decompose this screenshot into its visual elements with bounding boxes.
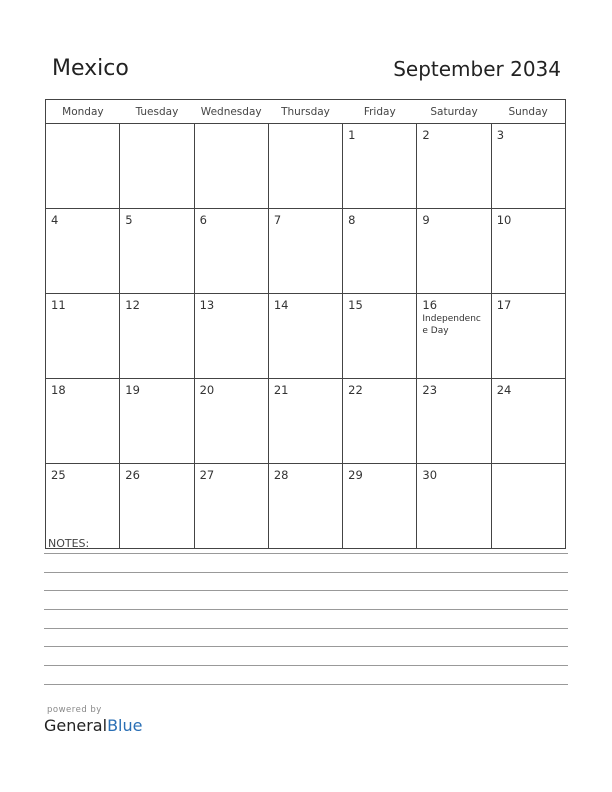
day-cell	[268, 379, 342, 464]
weekday-thursday: Thursday	[268, 100, 342, 124]
day-number: 15	[348, 298, 363, 312]
day-cell	[343, 294, 417, 379]
notes-line	[44, 646, 568, 647]
day-cell	[491, 209, 565, 294]
day-cell	[491, 379, 565, 464]
day-cell	[46, 124, 120, 209]
day-cell	[343, 124, 417, 209]
day-cell	[194, 294, 268, 379]
day-cell	[268, 209, 342, 294]
day-cell	[417, 294, 491, 379]
weekday-saturday: Saturday	[417, 100, 491, 124]
weekday-tuesday: Tuesday	[120, 100, 194, 124]
notes-line	[44, 609, 568, 610]
notes-line	[44, 665, 568, 666]
day-cell	[120, 379, 194, 464]
day-number: 7	[273, 213, 282, 227]
day-cell	[194, 209, 268, 294]
day-number: 1	[348, 128, 356, 142]
day-number: 5	[125, 213, 133, 227]
day-number: 3	[496, 128, 505, 142]
generalblue-logo	[44, 716, 142, 735]
weekday-sunday: Sunday	[491, 100, 565, 124]
day-cell	[417, 124, 491, 209]
day-number: 26	[125, 468, 140, 482]
day-number: 25	[51, 468, 66, 482]
week-row	[46, 209, 566, 294]
notes-line	[44, 553, 568, 554]
country-title: Mexico	[52, 56, 129, 81]
day-number: 27	[199, 468, 215, 482]
week-row	[46, 379, 566, 464]
day-cell	[491, 294, 565, 379]
day-cell	[417, 464, 491, 549]
brand-blue: Blue	[107, 716, 143, 735]
day-cell	[491, 464, 565, 549]
day-cell	[194, 464, 268, 549]
brand-general: General	[44, 716, 108, 735]
notes-line	[44, 684, 568, 685]
day-cell	[417, 209, 491, 294]
notes-line	[44, 572, 568, 573]
day-cell	[417, 379, 491, 464]
day-number: 8	[348, 213, 356, 227]
day-cell	[343, 209, 417, 294]
week-row	[46, 124, 566, 209]
weekday-header-row	[46, 100, 566, 124]
day-number: 12	[125, 298, 140, 312]
day-number: 14	[273, 298, 289, 312]
day-number: 17	[496, 298, 512, 312]
week-row	[46, 464, 566, 549]
day-number: 10	[496, 213, 512, 227]
day-cell	[194, 124, 268, 209]
day-number: 21	[273, 383, 289, 397]
weekday-wednesday: Wednesday	[194, 100, 268, 124]
day-number: 28	[273, 468, 289, 482]
calendar-grid	[45, 99, 566, 549]
day-number: 22	[348, 383, 363, 397]
day-number: 24	[496, 383, 512, 397]
day-number: 19	[125, 383, 140, 397]
day-cell	[343, 379, 417, 464]
powered-by-text: powered by	[47, 705, 102, 715]
holiday-label: Independence Day	[422, 314, 481, 336]
day-cell	[268, 124, 342, 209]
day-cell	[268, 464, 342, 549]
day-cell	[120, 294, 194, 379]
day-number: 18	[51, 383, 66, 397]
day-cell	[46, 209, 120, 294]
month-title: September 2034	[393, 57, 561, 81]
day-number: 16	[422, 298, 438, 312]
notes-line	[44, 590, 568, 591]
day-number: 9	[422, 213, 430, 227]
day-number: 29	[348, 468, 363, 482]
day-cell	[194, 379, 268, 464]
day-cell	[46, 464, 120, 549]
notes-line	[44, 628, 568, 629]
day-number: 20	[199, 383, 215, 397]
day-cell	[46, 379, 120, 464]
day-cell	[120, 464, 194, 549]
day-number: 2	[422, 128, 430, 142]
weekday-monday: Monday	[46, 100, 120, 124]
day-number: 4	[51, 213, 59, 227]
weekday-friday: Friday	[343, 100, 417, 124]
day-cell	[343, 464, 417, 549]
day-number: 11	[51, 298, 66, 312]
day-cell	[120, 124, 194, 209]
day-number: 6	[199, 213, 207, 227]
day-number: 30	[422, 468, 438, 482]
notes-label: NOTES:	[48, 537, 90, 550]
day-number: 13	[199, 298, 215, 312]
day-cell	[46, 294, 120, 379]
day-cell	[268, 294, 342, 379]
day-number: 23	[422, 383, 438, 397]
day-cell	[120, 209, 194, 294]
day-cell	[491, 124, 565, 209]
week-row	[46, 294, 566, 379]
